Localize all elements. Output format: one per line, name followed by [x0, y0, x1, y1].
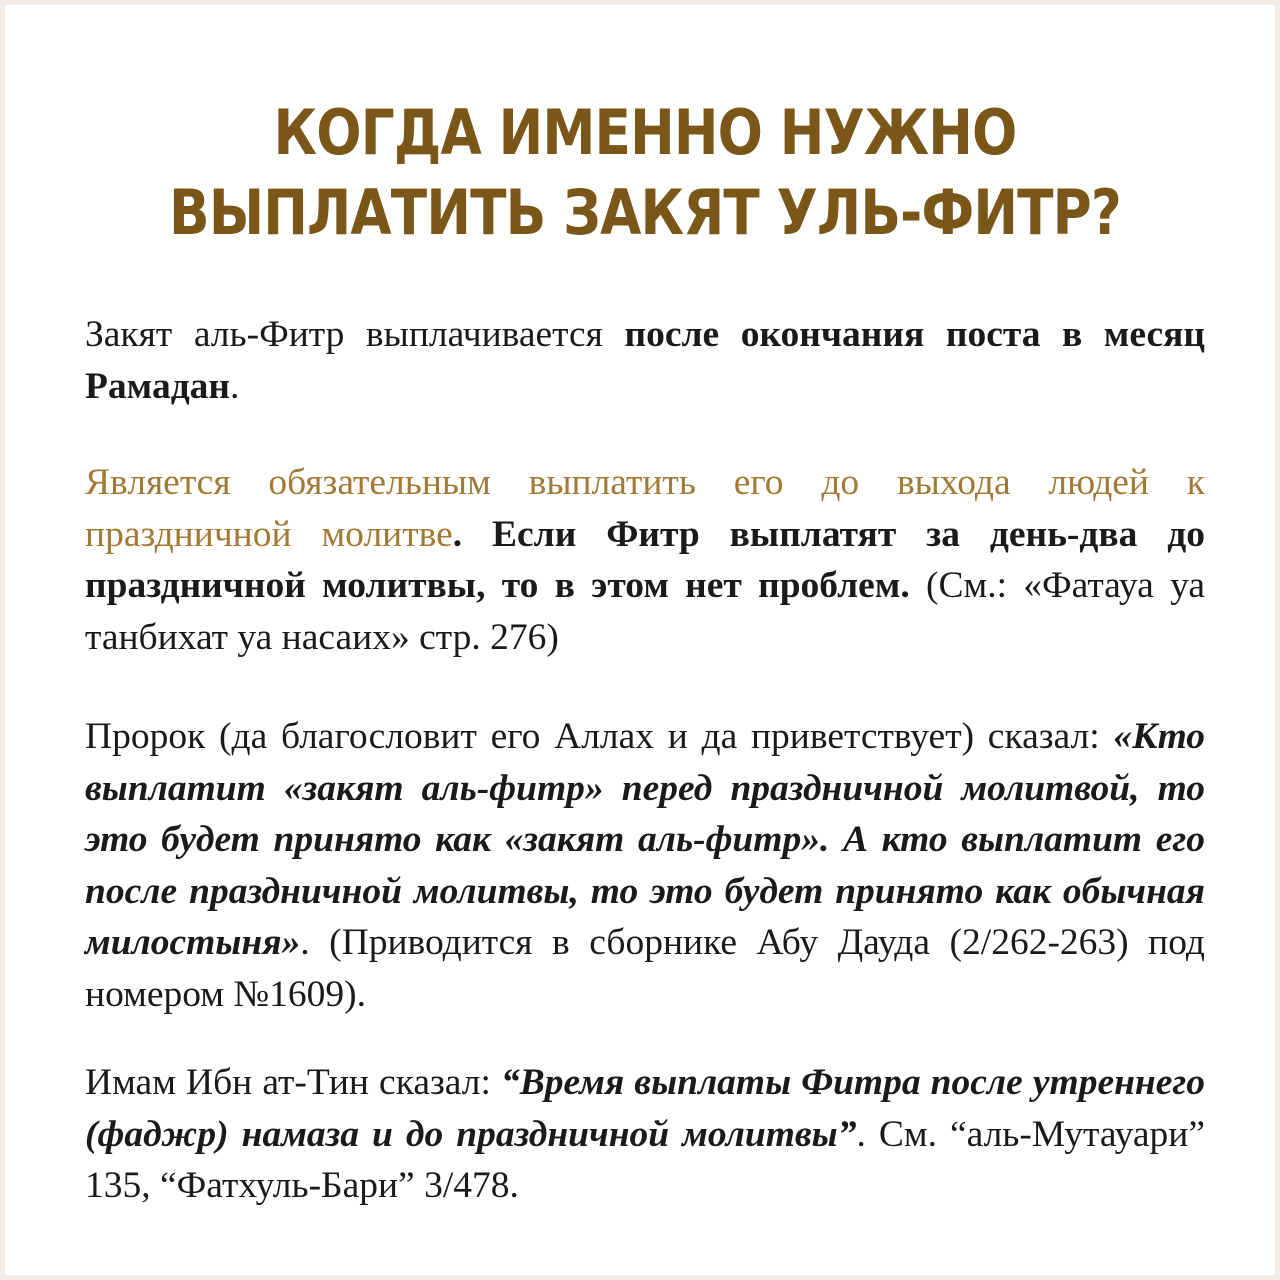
- highlight-text: после окончания поста в месяц Рамадан: [85, 314, 1205, 407]
- paragraph-hadith: [85, 711, 1205, 1020]
- paragraph-end: .: [230, 365, 240, 407]
- paragraph-timing: [85, 309, 1205, 412]
- reference-text: (См.: «Фатауа уа танбихат уа насаих» стр. 276): [85, 565, 1205, 658]
- highlight-text: . Если Фитр выплатят за день-два до праздничной молитвы, то в этом нет проблем.: [85, 513, 1205, 606]
- paragraph-obligation: [85, 457, 1205, 663]
- paragraph-imam-quote: [85, 1057, 1205, 1212]
- title-line-2: ВЫПЛАТИТЬ ЗАКЯТ УЛЬ-ФИТР?: [169, 176, 1121, 249]
- title-line-1: КОГДА ИМЕННО НУЖНО: [273, 96, 1017, 169]
- reference-text: . См. “аль-Мутауари” 135, “Фатхуль-Бари” 3/478.: [85, 1113, 1205, 1206]
- hadith-quote: «Кто выплатит «закят аль-фитр» перед праздничной молитвой, то это будет принято как «закят аль-фитр». А кто выплатит его после праздничной молитвы, то это будет принято как обычная милостыня»: [85, 716, 1205, 963]
- reference-text: . (Приводится в сборнике Абу Дауда (2/262-263) под номером №1609).: [85, 922, 1205, 1015]
- accent-text: Является обязательным выплатить его до выхода людей к праздничной молитве: [85, 462, 1205, 555]
- page-title: [163, 93, 1126, 253]
- paragraph-intro: Пророк (да благословит его Аллах и да приветствует) сказал:: [85, 716, 1114, 757]
- imam-quote: “Время выплаты Фитра после утреннего (фаджр) намаза и до праздничной молитвы”: [85, 1062, 1205, 1155]
- paragraph-intro: Имам Ибн ат-Тин сказал:: [85, 1062, 501, 1103]
- paragraph-intro: Закят аль-Фитр выплачивается: [85, 314, 625, 355]
